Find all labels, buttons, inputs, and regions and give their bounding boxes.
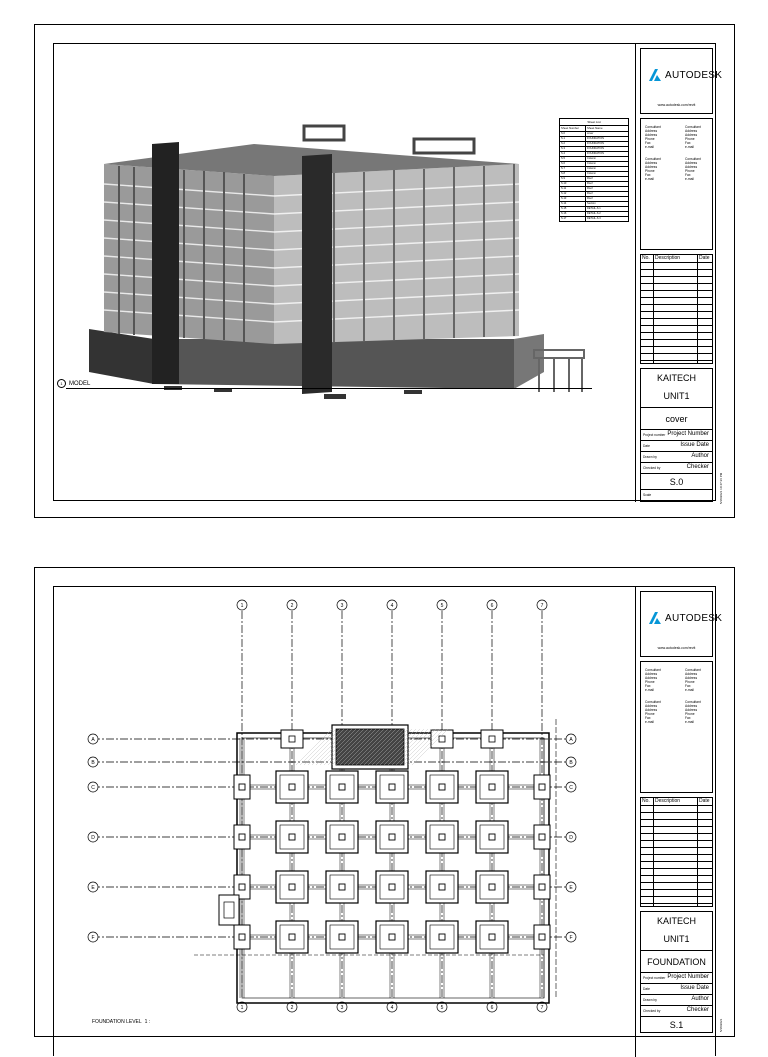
grid-label-F: F [569,935,573,941]
consultant-2: Consultant Address Address Phone Fax e-mail [685,125,701,149]
sheet-number-cell: S.11 [560,187,586,191]
consultants-box [640,118,713,250]
sheet-list-row [559,217,629,222]
sheet-name-cell: Column [587,172,596,175]
consultant-4: Consultant Address Address Phone Fax e-mail [685,700,701,724]
project-box [640,911,713,951]
consultants-box [640,661,713,793]
sheet-number-cell: S.0 [560,132,586,136]
sheet-name-cell: Roof [587,192,593,195]
grid-label-1: 1 [240,603,244,609]
hatch-line [300,729,336,765]
sheet-number-cell: S.10 [560,182,586,186]
column-stub [389,784,395,790]
sheet-number-cell: S.16 [560,212,586,216]
sheet-number-cell: S.12 [560,192,586,196]
field-checked-by: Checked by Checker [640,1006,713,1017]
foundation-plan [74,599,594,1019]
column-stub [489,834,495,840]
sheet-name-cell: Roof [587,197,593,200]
sheet-number-cell: S.17 [560,217,586,221]
revision-table [640,797,713,907]
autodesk-logo-icon [649,612,661,624]
grid-label-D: D [91,835,95,841]
grid-label-D: D [569,835,573,841]
revision-row-line [641,269,712,270]
grid-label-7: 7 [540,603,544,609]
column-stub [439,934,445,940]
sheet-name-cell: Column [587,162,596,165]
core-right [302,154,332,394]
sheet-number-cell: S.7 [560,167,586,171]
sheet-number-cell: S.15 [560,207,586,211]
revision-row-line [641,896,712,897]
revision-row-line [641,833,712,834]
grid-label-B: B [569,760,573,766]
sheet-number-cell: S.6 [560,162,586,166]
view-title-text: MODEL [69,380,91,387]
view-title-model [57,379,90,388]
revision-row-line [641,868,712,869]
sheet-name-cell: DETAIL-S.2 [587,212,601,215]
field-drawn-by: Drawn by Author [640,452,713,463]
sheet-name-cell: FOUNDATION [587,142,604,145]
revision-row-line [641,339,712,340]
column-stub [539,784,545,790]
sheet-name-cell: Roof [587,187,593,190]
column-stub [439,834,445,840]
column-stub [289,934,295,940]
column-stub [539,934,545,940]
consultant-4: Consultant Address Address Phone Fax e-mail [685,157,701,181]
logo-text: AUTODESK [665,612,723,624]
print-date-stamp: 5/18/2021 10:47:36 PM [719,472,723,504]
unit-name: UNIT1 [663,934,690,944]
grid-label-7: 7 [540,1005,544,1011]
column-stub [339,884,345,890]
column-stub [389,934,395,940]
sheet-list-rows [559,132,629,222]
revision-row-line [641,276,712,277]
field-drawn-by: Drawn by Author [640,995,713,1006]
grid-label-2: 2 [290,603,294,609]
column-stub [489,784,495,790]
column-stub [339,834,345,840]
sheet-list-title: Sheet List [559,118,629,126]
logo-url: www.autodesk.com/revit [657,103,696,107]
column-stub [539,884,545,890]
sheet-number-cell: S.13 [560,197,586,201]
revision-row-line [641,353,712,354]
sheet-name-cell: FOUNDATION [587,147,604,150]
column-stub [289,834,295,840]
sheet-number: S.0 [640,474,713,490]
grid-label-6: 6 [490,1005,494,1011]
revision-row-line [641,311,712,312]
sheet-name-cell: Column [587,167,596,170]
sheet-number-cell: S.8 [560,172,586,176]
revision-col-line [653,255,654,363]
field-project-number: Project number Project Number [640,973,713,984]
grid-label-1: 1 [240,1005,244,1011]
unit-name: UNIT1 [663,391,690,401]
revision-row-line [641,854,712,855]
grid-label-4: 4 [390,1005,394,1011]
logo-box [640,591,723,657]
sheet-name-box [640,408,713,430]
consultant-3: Consultant Address Address Phone Fax e-mail [645,700,661,724]
grid-label-A: A [569,737,573,743]
column-stub [489,934,495,940]
grid-label-E: E [91,885,95,891]
revision-row-line [641,318,712,319]
field-project-number: Project number Project Number [640,430,713,441]
logo-box [640,48,723,114]
view-title-text: FOUNDATION LEVEL [92,1019,142,1025]
revision-row-line [641,812,712,813]
revision-col-line [697,798,698,906]
sheet-name-cell: Section [587,202,596,205]
view-title-underline [66,388,592,389]
grid-label-A: A [91,737,95,743]
column-stub [339,784,345,790]
sheet-name-cell: FOUNDATION [587,152,604,155]
revision-row-line [641,889,712,890]
sheet-name-cell: DETAIL-S.1 [587,207,601,210]
column-stub [489,884,495,890]
revision-row-line [641,861,712,862]
column-stub [239,884,245,890]
grid-label-5: 5 [440,603,444,609]
revision-row-line [641,297,712,298]
consultant-1: Consultant Address Address Phone Fax e-mail [645,668,661,692]
grid-label-2: 2 [290,1005,294,1011]
revision-row-line [641,882,712,883]
consultant-3: Consultant Address Address Phone Fax e-mail [645,157,661,181]
logo-url: www.autodesk.com/revit [657,646,696,650]
core-left [152,142,179,384]
revision-col-line [653,798,654,906]
sheet-number-cell: S.1 [560,137,586,141]
sheet-name-box [640,951,713,973]
sheet-name-cell: Column [587,157,596,160]
sheet-name: cover [665,414,688,424]
sheet-number-cell: S.14 [560,202,586,206]
consultant-1: Consultant Address Address Phone Fax e-mail [645,125,661,149]
revision-row-line [641,819,712,820]
sheet-number-cell: S.9 [560,177,586,181]
sheet-number: S.1 [640,1017,713,1033]
sheet-cover [34,24,735,518]
edge-footing [431,730,453,748]
grid-label-6: 6 [490,603,494,609]
column-stub [389,834,395,840]
grid-label-E: E [569,885,573,891]
column-stub [239,784,245,790]
sheet-name-cell: cover [587,132,594,135]
print-date-stamp: 5/18/2021 [719,1018,723,1032]
revision-row-line [641,826,712,827]
grid-label-C: C [569,785,573,791]
edge-footing [481,730,503,748]
revision-row-line [641,875,712,876]
sheet-number-cell: S.5 [560,157,586,161]
revision-row-line [641,903,712,904]
sheet-foundation [34,567,735,1037]
view-title-foundation [92,1019,150,1025]
sheet-number-cell: S.2 [560,142,586,146]
field-date: Date Issue Date [640,984,713,995]
column-stub [439,884,445,890]
building-3d-model [74,104,619,404]
column-stub [239,834,245,840]
sheet-number-cell: S.3 [560,147,586,151]
sheet-name-cell: FOUNDATION [587,137,604,140]
project-box [640,368,713,408]
drawing-frame [53,43,723,504]
scale-box: Scale [640,490,713,502]
grid-label-C: C [91,785,95,791]
revision-header: No. Description Date [641,255,712,263]
revision-table [640,254,713,364]
sheet-list-header: Sheet Number Sheet Name [559,126,629,132]
revision-row-line [641,332,712,333]
side-annex [219,895,239,925]
grid-label-5: 5 [440,1005,444,1011]
grid-label-F: F [91,935,95,941]
column-stub [289,884,295,890]
column-stub [289,784,295,790]
sheet-number-cell: S.4 [560,152,586,156]
autodesk-logo-icon [649,69,661,81]
drawing-frame [53,586,723,1056]
revision-row-line [641,290,712,291]
sheet-name-cell: DETAIL-S.3 [587,217,601,220]
grid-label-3: 3 [340,603,344,609]
grid-label-3: 3 [340,1005,344,1011]
view-number-circle: 1 [57,379,66,388]
project-name: KAITECH [656,373,696,383]
column-stub [439,784,445,790]
project-name: KAITECH [656,916,696,926]
consultant-2: Consultant Address Address Phone Fax e-mail [685,668,701,692]
sheet-name: FOUNDATION [647,957,706,967]
revision-header: No. Description Date [641,798,712,806]
revision-row-line [641,283,712,284]
grid-label-4: 4 [390,603,394,609]
logo-text: AUTODESK [665,69,723,81]
title-block [635,587,723,1057]
column-stub [539,834,545,840]
column-stub [339,934,345,940]
sheet-name-cell: Roof [587,177,593,180]
grid-label-B: B [91,760,95,766]
sheet-list-schedule [559,118,629,222]
column-stub [389,884,395,890]
revision-col-line [697,255,698,363]
sheet-name-cell: Roof [587,182,593,185]
field-checked-by: Checked by Checker [640,463,713,474]
column-stub [239,934,245,940]
revision-row-line [641,847,712,848]
view-scale-text: 1 : [144,1019,151,1025]
revision-row-line [641,360,712,361]
edge-footing [281,730,303,748]
field-date: Date Issue Date [640,441,713,452]
revision-row-line [641,840,712,841]
revision-row-line [641,304,712,305]
title-block [635,44,723,504]
revision-row-line [641,325,712,326]
revision-row-line [641,346,712,347]
